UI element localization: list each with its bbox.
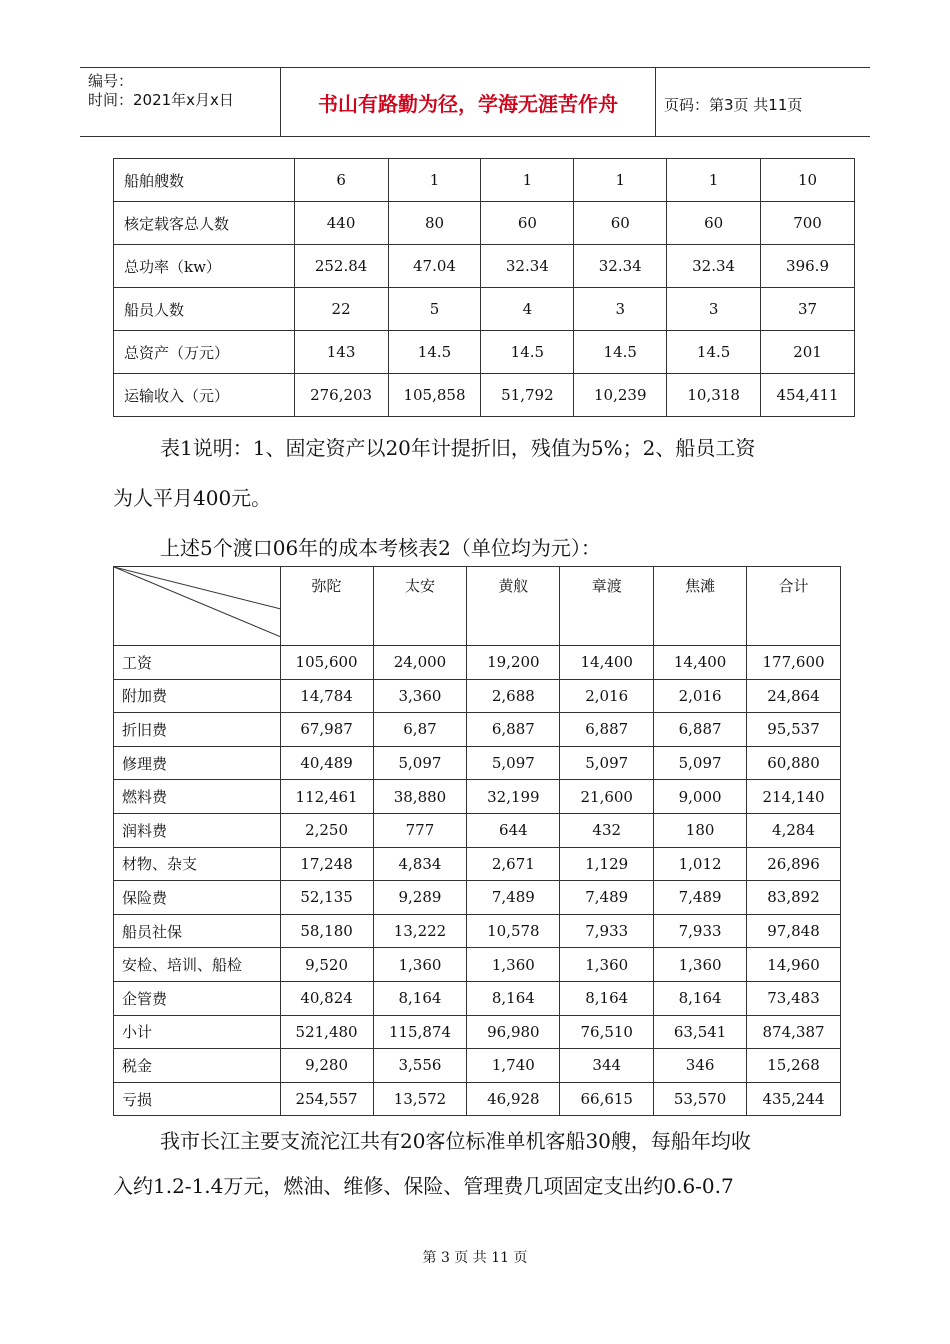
table-cell: 32.34 — [667, 245, 761, 288]
table-cell: 1,360 — [560, 948, 654, 982]
table-cell: 276,203 — [294, 374, 388, 417]
table-cell: 7,489 — [654, 881, 747, 915]
table-cell: 9,000 — [654, 780, 747, 814]
table-cell: 1,129 — [560, 847, 654, 881]
table-cell: 14.5 — [667, 331, 761, 374]
table-cell: 2,688 — [467, 679, 560, 713]
table-cell: 252.84 — [294, 245, 388, 288]
row-label: 附加费 — [114, 679, 281, 713]
table-cell: 14,400 — [654, 646, 747, 680]
table-cell: 80 — [388, 202, 481, 245]
table-cell: 2,671 — [467, 847, 560, 881]
table-cell: 1,360 — [373, 948, 467, 982]
table-cell: 21,600 — [560, 780, 654, 814]
table-cell: 8,164 — [560, 981, 654, 1015]
date-label: 时间：2021年x月x日 — [88, 91, 234, 109]
row-label: 企管费 — [114, 981, 281, 1015]
table-cell: 7,489 — [467, 881, 560, 915]
table-cell: 67,987 — [280, 713, 373, 747]
table-cell: 346 — [654, 1049, 747, 1083]
table-cell: 344 — [560, 1049, 654, 1083]
table-row — [114, 813, 841, 847]
cost-assessment-table — [113, 566, 841, 1116]
table-cell: 24,000 — [373, 646, 467, 680]
row-label: 亏损 — [114, 1082, 281, 1116]
table-cell: 51,792 — [481, 374, 574, 417]
row-label: 税金 — [114, 1049, 281, 1083]
table-row — [114, 948, 841, 982]
row-label: 修理费 — [114, 746, 281, 780]
table-cell: 15,268 — [747, 1049, 841, 1083]
table-cell: 644 — [467, 813, 560, 847]
table-cell: 6,87 — [373, 713, 467, 747]
row-label: 保险费 — [114, 881, 281, 915]
table-cell: 5,097 — [654, 746, 747, 780]
row-label: 总功率（kw） — [114, 245, 295, 288]
table-cell: 115,874 — [373, 1015, 467, 1049]
table-cell: 6 — [294, 159, 388, 202]
table-cell: 2,016 — [560, 679, 654, 713]
table-cell: 47.04 — [388, 245, 481, 288]
table-cell: 8,164 — [654, 981, 747, 1015]
table-cell: 26,896 — [747, 847, 841, 881]
table-cell: 14,960 — [747, 948, 841, 982]
table-cell: 14.5 — [574, 331, 667, 374]
table-cell: 177,600 — [747, 646, 841, 680]
table-cell: 38,880 — [373, 780, 467, 814]
table-cell: 58,180 — [280, 914, 373, 948]
table-cell: 1,360 — [467, 948, 560, 982]
row-label: 小计 — [114, 1015, 281, 1049]
table-cell: 874,387 — [747, 1015, 841, 1049]
table-cell: 454,411 — [761, 374, 855, 417]
table-cell: 1 — [388, 159, 481, 202]
table-cell: 5,097 — [373, 746, 467, 780]
column-header: 黄舣 — [467, 567, 560, 646]
table-cell: 3,360 — [373, 679, 467, 713]
table-cell: 14.5 — [388, 331, 481, 374]
column-header: 章渡 — [560, 567, 654, 646]
table-cell: 76,510 — [560, 1015, 654, 1049]
table-cell: 63,541 — [654, 1015, 747, 1049]
table-cell: 22 — [294, 288, 388, 331]
table-row — [114, 981, 841, 1015]
table-cell: 24,864 — [747, 679, 841, 713]
table-cell: 143 — [294, 331, 388, 374]
table-row — [114, 914, 841, 948]
table-cell: 10,318 — [667, 374, 761, 417]
table-cell: 180 — [654, 813, 747, 847]
table-row — [114, 245, 855, 288]
table-cell: 440 — [294, 202, 388, 245]
table1-note-line2: 为人平月400元。 — [113, 486, 272, 510]
table-cell: 97,848 — [747, 914, 841, 948]
table-header-row — [114, 567, 841, 646]
table-cell: 37 — [761, 288, 855, 331]
table-cell: 214,140 — [747, 780, 841, 814]
table-cell: 7,933 — [560, 914, 654, 948]
table-cell: 112,461 — [280, 780, 373, 814]
table-cell: 396.9 — [761, 245, 855, 288]
table-cell: 1 — [574, 159, 667, 202]
table-cell: 46,928 — [467, 1082, 560, 1116]
table-cell: 60 — [667, 202, 761, 245]
table-cell: 9,280 — [280, 1049, 373, 1083]
table-cell: 60 — [481, 202, 574, 245]
table-cell: 6,887 — [654, 713, 747, 747]
row-label: 材物、杂支 — [114, 847, 281, 881]
table-cell: 14.5 — [481, 331, 574, 374]
table-cell: 9,289 — [373, 881, 467, 915]
table-cell: 66,615 — [560, 1082, 654, 1116]
table-cell: 14,400 — [560, 646, 654, 680]
row-label: 船舶艘数 — [114, 159, 295, 202]
table-row — [114, 202, 855, 245]
table-row — [114, 374, 855, 417]
header-page-info: 页码：第3页 共11页 — [664, 96, 803, 114]
table-row — [114, 331, 855, 374]
header-motto: 书山有路勤为径，学海无涯苦作舟 — [280, 68, 656, 136]
row-label: 安检、培训、船检 — [114, 948, 281, 982]
table-cell: 96,980 — [467, 1015, 560, 1049]
table-cell: 6,887 — [560, 713, 654, 747]
table-cell: 1 — [667, 159, 761, 202]
table-cell: 1 — [481, 159, 574, 202]
table-cell: 10,578 — [467, 914, 560, 948]
table-cell: 105,858 — [388, 374, 481, 417]
row-label: 核定载客总人数 — [114, 202, 295, 245]
table-cell: 60,880 — [747, 746, 841, 780]
table-cell: 95,537 — [747, 713, 841, 747]
table-cell: 1,740 — [467, 1049, 560, 1083]
table-row — [114, 780, 841, 814]
table-cell: 53,570 — [654, 1082, 747, 1116]
table-row — [114, 1049, 841, 1083]
serial-label: 编号： — [88, 72, 134, 90]
table-row — [114, 1015, 841, 1049]
row-label: 船员人数 — [114, 288, 295, 331]
table-cell: 254,557 — [280, 1082, 373, 1116]
table-row — [114, 679, 841, 713]
table-cell: 5,097 — [467, 746, 560, 780]
table-cell: 3 — [667, 288, 761, 331]
column-header: 合计 — [747, 567, 841, 646]
table-cell: 105,600 — [280, 646, 373, 680]
table-cell: 19,200 — [467, 646, 560, 680]
table-cell: 8,164 — [373, 981, 467, 1015]
table-cell: 32.34 — [481, 245, 574, 288]
table-cell: 4 — [481, 288, 574, 331]
table-cell: 9,520 — [280, 948, 373, 982]
table1-note-line1: 表1说明：1、固定资产以20年计提折旧，残值为5%；2、船员工资 — [160, 436, 756, 460]
table-cell: 73,483 — [747, 981, 841, 1015]
row-label: 燃料费 — [114, 780, 281, 814]
diagonal-lines-icon — [114, 567, 281, 637]
table-cell: 2,016 — [654, 679, 747, 713]
page-footer: 第 3 页 共 11 页 — [422, 1250, 528, 1266]
table-cell: 7,489 — [560, 881, 654, 915]
table-cell: 32.34 — [574, 245, 667, 288]
table-row — [114, 288, 855, 331]
row-label: 润料费 — [114, 813, 281, 847]
table-cell: 13,572 — [373, 1082, 467, 1116]
row-label: 工资 — [114, 646, 281, 680]
header-left — [88, 72, 234, 110]
row-label: 总资产（万元） — [114, 331, 295, 374]
table-cell: 700 — [761, 202, 855, 245]
table-row — [114, 646, 841, 680]
table-row — [114, 713, 841, 747]
column-header: 焦滩 — [654, 567, 747, 646]
table-cell: 17,248 — [280, 847, 373, 881]
table-cell: 7,933 — [654, 914, 747, 948]
column-header: 太安 — [373, 567, 467, 646]
table-cell: 4,284 — [747, 813, 841, 847]
table-cell: 6,887 — [467, 713, 560, 747]
table-cell: 60 — [574, 202, 667, 245]
table-cell: 777 — [373, 813, 467, 847]
table-cell: 14,784 — [280, 679, 373, 713]
table2-intro: 上述5个渡口06年的成本考核表2（单位均为元）： — [160, 536, 601, 560]
body-para-line1: 我市长江主要支流沱江共有20客位标准单机客船30艘，每船年均收 — [160, 1129, 751, 1153]
table-cell: 40,824 — [280, 981, 373, 1015]
table-cell: 2,250 — [280, 813, 373, 847]
table-row — [114, 159, 855, 202]
table-cell: 83,892 — [747, 881, 841, 915]
body-para-line2: 入约1.2-1.4万元，燃油、维修、保险、管理费几项固定支出约0.6-0.7 — [113, 1174, 734, 1198]
table-row — [114, 1082, 841, 1116]
table-cell: 3 — [574, 288, 667, 331]
table-cell: 10 — [761, 159, 855, 202]
table-row — [114, 847, 841, 881]
table-cell: 8,164 — [467, 981, 560, 1015]
table-row — [114, 746, 841, 780]
ferry-stats-table — [113, 158, 855, 417]
table-cell: 435,244 — [747, 1082, 841, 1116]
row-label: 船员社保 — [114, 914, 281, 948]
page-header — [80, 67, 870, 137]
table-cell: 13,222 — [373, 914, 467, 948]
table-row — [114, 881, 841, 915]
table-cell: 3,556 — [373, 1049, 467, 1083]
column-header: 弥陀 — [280, 567, 373, 646]
row-label: 折旧费 — [114, 713, 281, 747]
table-cell: 1,360 — [654, 948, 747, 982]
row-label: 运输收入（元） — [114, 374, 295, 417]
table-cell: 521,480 — [280, 1015, 373, 1049]
table-cell: 4,834 — [373, 847, 467, 881]
table-cell: 32,199 — [467, 780, 560, 814]
table-cell: 201 — [761, 331, 855, 374]
table-cell: 5,097 — [560, 746, 654, 780]
table-cell: 5 — [388, 288, 481, 331]
diagonal-header-cell — [114, 567, 281, 646]
table-cell: 40,489 — [280, 746, 373, 780]
table-cell: 1,012 — [654, 847, 747, 881]
table-cell: 432 — [560, 813, 654, 847]
table-cell: 52,135 — [280, 881, 373, 915]
table-cell: 10,239 — [574, 374, 667, 417]
